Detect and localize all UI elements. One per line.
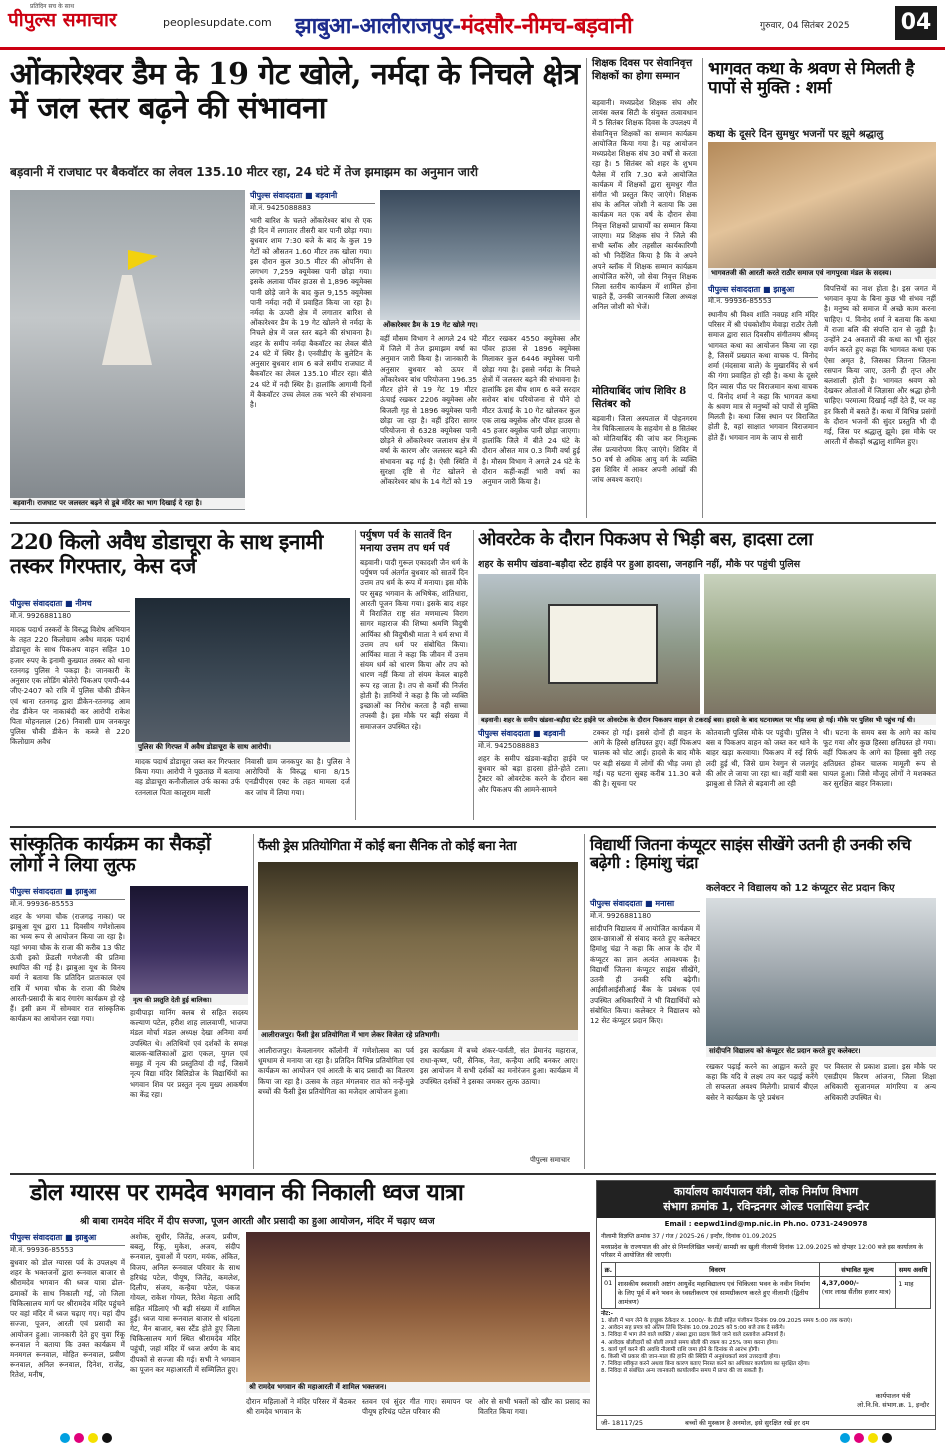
temple-shape	[102, 275, 152, 365]
column-divider	[253, 834, 254, 1169]
doda-byline: पीपुल्स संवाददाता ■ नीमच	[10, 598, 130, 612]
section-divider	[10, 522, 936, 524]
dam-column-3: मीटर रखकर 4550 क्यूमेक्स और पॉवर हाउस से 1896 क्यूमेक्स मिलाकर कुल 6446 क्यूमेक्स पानी छोड़ा गया है। इससे नर्मदा के निचले क्षेत्रों में जलस्तर बढ़ने की संभावना है। हालांकि इस बीच शाम 6 बजे सरदार सरोवर बांध परियोजना से पौने दो मीटर ऊंचाई के 10 गेट खोलकर कुल एक लाख क्यूसेक और पॉवर हाउस से 45 हजार क्यूसेक पानी छोड़ा जाएगा। हालांकि जिले में बीते 24 घंटे के दौरान औसत मात्र 0.3 मिमी वर्षा हुई है। मौसम विभाग ने अगले 24 घंटे के दौरान कहीं-कहीं भारी वर्षा का अनुमान जारी किया है।	[482, 334, 580, 487]
bhagwat-subhead: कथा के दूसरे दिन सुमधुर भजनों पर झूमे श्रद्धालु	[708, 129, 884, 140]
bhagwat-byline: पीपुल्स संवाददाता ■ झाबुआ	[708, 284, 818, 298]
region-title-part1: झाबुआ-आलीराजपुर-	[295, 13, 461, 39]
dhwaj-subhead: श्री बाबा रामदेव मंदिर में दीप सज्जा, पूजन आरती और प्रसादी का हुआ आयोजन, मंदिर में चढ़ाए ध्वज	[80, 1216, 435, 1227]
notice-th-date: समय अवधि	[896, 1262, 931, 1276]
doda-photo-caption: पुलिस की गिरफ्त में अवैध डोडाचूरा के साथ आरोपी।	[135, 742, 350, 753]
notice-th-desc: विवरण	[615, 1262, 819, 1276]
dhwaj-column-2: अशोक, सुधीर, जितेंद्र, अजय, प्रवीण, बबलू, रिंकू, मुकेश, अजय, संदीप रूनवाल, युवाओं में पराग, मयंक, अंकित, विजय, अनिल रूनवाल परिवार के साथ हरिचंद्र पटेल, पीयूष, जितेंद्र, कमलेश, दिलीप, संजय, कन्हैया पटेल, पंकज गोयल, राकेश गोयल, रितेश मेहता आदि सहित मंडिलाएं भी बड़ी संख्या में शामिल हुईं। ध्वज यात्रा रूनवाल बाजार से थांदला गेट, मैन बाजार, बस स्टैंड होते हुए जिला चिकित्सालय मार्ग स्थित श्रीरामदेव मंदिर पहुंची, जहां मंदिर में ध्वज अर्पण के बाद दीपकों से सज्जा की गई। सभी ने भगवान का पूजन कर महाआरती में सम्मिलित हुए।	[130, 1232, 240, 1374]
masthead	[0, 0, 945, 50]
dhwaj-mobile: मो.नं. 99936-85553	[10, 1246, 74, 1254]
notice-note: 8. निविदा से संबंधित अन्य जानकारी कार्यालयीन समय में प्राप्त की जा सकती है।	[601, 1368, 764, 1375]
notice-footer	[597, 1415, 935, 1429]
notice-note: 6. किसी भी प्रकार की जान-माल की हानि की स्थिति में अनुबंधकर्ता स्वयं उत्तरदायी होगा।	[601, 1353, 781, 1360]
dam-column-1: भारी बारिश के चलते ओंकारेश्वर बांध से एक ही दिन में लगातार तीसरी बार पानी छोड़ा गया। बुधवार शाम 7:30 बजे के बाद के कुल 19 गेटों को औसतन 1.60 मीटर तक खोला गया। इस दौरान कुल 30.5 मीटर की ओपनिंग से लगभग 7,259 क्यूमेक्स पानी छोड़ा गया। इसके अलावा पॉवर हाउस से 1,896 क्यूमेक्स पानी छोड़े जाने के बाद कुल 9,155 क्यूमेक्स पानी नर्मदा नदी में प्रवाहित किया जा रहा है। नर्मदा के ऊपरी क्षेत्र में लगातार बारिश से ओंकारेश्वर डैम के 19 गेट खोलने से नर्मदा के निचले क्षेत्र में जल स्तर बढ़ने की संभावना है। शहर के समीप नर्मदा बैकवॉटर का लेवल बीते 24 घंटे में स्थिर है। एनवीडीए के बुलेटिन के अनुसार बुधवार शाम 6 बजे समीप राजघाट में बैकवॉटर का लेवल 135.10 मीटर रहा। बीते 24 घंटे में नदी स्थिर है। हालांकि आगामी दिनों में बैकवॉटर उच्च लेवल तक भरने की संभावना है।	[250, 216, 372, 409]
bhagwat-column-2: विपत्तियों का नाश होता है। इस जगत में भगवान कृपा के बिना कुछ भी संभव नहीं है। मनुष्य को समाज में अच्छे काम करना चाहिए। पं. विनोद शर्मा ने बताया कि कथा में राजा बलि की संपत्ति दान से जुड़ी है। उन्होंने 24 अवतारों की कथा का भी सुंदर वर्णन करते हुए कहा कि भागवत कथा एक ऐसा अमृत है, जिसका जितना जितना रसपान किया जाए, उतनी ही तृप्त और बलशाली होती है। भागवत श्रवण को देखकर ओताओं में जिज्ञासा और श्रद्धा होनी चाहिए। परमात्मा दिखाई नहीं देते हैं, पर वह हर किसी में बसते हैं। कथा में विभिन्न प्रसंगों के दौरान भजनों की सुंदर प्रस्तुति भी दी गई, जिस पर श्रद्धालु झूमे। इस मौके पर आरती में सैकड़ों श्रद्धालु शामिल हुए।	[824, 284, 936, 447]
notice-sign-2: लो.नि.वि. संभाग.क्र. 1, इन्दौर	[857, 1401, 929, 1409]
newspaper-logo: पीपुल्स समाचार	[8, 9, 117, 31]
website-link[interactable]: peoplesupdate.com	[163, 16, 272, 29]
cultural-body: शहर के भगवा चौक (राजगढ़ नाका) पर झाबुआ यूथ द्वारा 11 दिवसीय गणेशोत्सव का भव्य रूप से आयोजन किया जा रहा है। यहां भगवा चौक के राजा की करीब 13 फीट ऊंची इको फ्रेंडली गणेशजी की प्रतिमा स्थापित की गई है। झाबुआ यूथ के विनय वर्मा ने बताया कि प्रतिदिन प्रातःकाल एवं रात्रि में भगवा चौक के राजा की विशेष आरती-प्रसादी के बाद रंगारंग कार्यक्रम हो रहे हैं। इसी क्रम में सोमवार रात सांस्कृतिक कार्यक्रम का आयोजन रखा गया।	[10, 912, 125, 1024]
dhwaj-photo	[246, 1232, 590, 1382]
bus-column-2: टक्कर हो गई। इससे दोनों ही वाहन के आगे के हिस्से क्षतिग्रस्त हुए। वहीं पिकअप चालक को चोट आई। हादसे के बाद मौके पर बड़ी संख्या में लोगों की भीड़ जमा हो गई। यह घटना सुबह करीब 11.30 बजे की है। सूचना पर	[593, 728, 701, 789]
dhwaj-byline: पीपुल्स संवाददाता ■ झाबुआ	[10, 1232, 125, 1246]
pwd-auction-notice	[596, 1180, 936, 1430]
notice-note: 1. बोली में भाग लेने के इच्छुक ठेकेदार रु. 1000/- के डीडी सहित पंजीयन दिनांक 09.09.2025 समय 5:00 तक कराएं।	[601, 1318, 853, 1325]
column-divider	[473, 530, 474, 820]
bus-photo-caption: बड़वानी। शहर के समीप खंडवा-बड़ौदा स्टेट हाईवे पर ओवरटेक के दौरान पिकअप वाहन से टकराई बस। हादसे के बाद घटनास्थल पर भीड़ जमा हो गई। मौके पर पुलिस भी पहुंच गई थी।	[478, 714, 936, 725]
computer-byline: पीपुल्स संवाददाता ■ मनासा	[590, 898, 700, 912]
region-title-part2: मंदसौर-नीमच-बड़वानी	[460, 13, 633, 39]
column-divider	[584, 834, 585, 1169]
fancy-photo	[258, 862, 578, 1030]
notice-notes-title: नोट:-	[601, 1310, 613, 1317]
cultural-byline: पीपुल्स संवाददाता ■ झाबुआ	[10, 886, 125, 900]
notice-slogan: बच्चों की मुस्कान है अनमोल, इसे सुरक्षित रखें हर दम	[685, 1419, 810, 1427]
notice-intro: मध्यप्रदेश के राज्यपाल की ओर से निम्नलिखित भवनों/ सामग्री का खुली नीलामी दिनांक 12.09.2025 को दोपहर 12:00 बजे इस कार्यालय के परिसर में आयोजित की जाएगी।	[601, 1243, 924, 1259]
page-number: 04	[895, 6, 937, 40]
dam-mobile: मो.नं. 9425088883	[250, 204, 312, 212]
notice-notes	[597, 1309, 935, 1377]
dhwaj-photo-caption: श्री रामदेव भगवान की महाआरती में शामिल भक्तजन।	[246, 1382, 590, 1393]
paryushan-body: बड़वानी। पादी गुरूल एकादशी जैन धर्म के पर्युषण पर्व अंतर्गत बुधवार को सातवें दिन उत्तम तप धर्म के रूप में मनाया। इस मौके पर सुबह भगवान के अभिषेक, शांतिधारा, आरती पूजन किया गया। इसके बाद शहर में विराजित राष्ट्र संत मणमाल्य विराग सागर महाराज की शिष्या श्रमणि विदुषी आर्यिका श्री विदुषीश्री माता ने धर्म सभा में उत्तम तप धर्म पर संबोधित किया। आर्यिका माता ने कहा कि जीवन में उत्तम संयम धर्म को धारण किया और तप को धारण नहीं किया तो संयम केवल बाहरी रूप रह जाता है। तप से कर्मों की निर्जरा होती है। ज्ञानियों ने कहा है कि जो व्यक्ति इच्छाओं का निरोध करता है वही सच्चा तपस्वी है। इस मौके पर बड़ी संख्या में समाजजन उपस्थित रहे।	[360, 558, 468, 731]
dam-photo-gates	[380, 190, 580, 320]
fancy-body: आलीराजपुर। केवलानगर कॉलोनी में गणेशोत्सव का पर्व धूमधाम से मनाया जा रहा है। प्रतिदिन विभिन्न प्रतियोगिता एवं कार्यक्रम का आयोजन एवं आरती के बाद प्रसादी का वितरण किया जा रहा है। उत्सव के तहत मंगलवार रात को नन्हें-मुन्ने बच्चों की फैंसी ड्रेस प्रतियोगिता का मजेदार आयोजन हुआ।	[258, 1046, 414, 1096]
notice-header	[597, 1181, 935, 1218]
dam-photo2-caption: ओंकारेश्वर डैम के 19 गेट खोले गए।	[380, 320, 580, 331]
teachers-body: बड़वानी। मध्यप्रदेश शिक्षक संघ और लायंस क्लब सिटी के संयुक्त तत्वावधान में 5 सितंबर शिक्षक दिवस के उपलक्ष्य में सेवानिवृत्त शिक्षकों का सम्मान कार्यक्रम आयोजित किया गया है। यह आयोजन मध्यप्रदेश शिक्षक संघ 30 वर्षों से करता रहा है। 5 सितंबर को शहर के शुभम पैलेस में रात्रि 7.30 बजे आयोजित कार्यक्रम में शिक्षकों द्वारा सुमधुर गीत संगीत भी प्रस्तुत किए जाएंगे। शिक्षक संघ के अनिल जोशी ने बताया कि उस कार्यक्रम मत एक वर्ष के दौरान सेवा निवृत्त शिक्षकों प्राचार्यों का सम्मान किया जाएगा। मप्र शिक्षक संघ ने जिले की सभी ब्लॉक और तहसील कार्यकारिणी को भी निर्देशित किया है कि वे अपने अपने ब्लॉक में शिक्षक सम्मान कार्यक्रम आयोजित करेंगे, जो सेवा निवृत्त शिक्षक जिला स्तरीय कार्यक्रम में शामिल होना चाहते हैं, उनकी जानकारी जिला अध्यक्ष अनिल जोशी को भेजें।	[592, 98, 697, 312]
column-divider	[586, 58, 587, 518]
bhagwat-photo	[708, 142, 936, 270]
doda-body-3: निवासी ग्राम जनकपुर का है। पुलिस ने आरोपियों के विरुद्ध थाना 8/15 एनडीपीएस एक्ट के तहत मामला दर्ज कर जांच में लिया गया।	[245, 757, 350, 797]
cultural-photo	[130, 886, 248, 996]
paryushan-headline: पर्युषण पर्व के सातवें दिन मनाया उत्तम तप धर्म पर्व	[360, 530, 452, 554]
notice-sign-1: कार्यपालन यंत्री	[875, 1392, 911, 1400]
dam-subhead: बड़वानी में राजघाट पर बैकवॉटर का लेवल 135.10 मीटर रहा, 24 घंटे में तेज झमाझम का अनुमान जारी	[10, 165, 478, 179]
notice-note: 5. कार्य पूर्ण करने की अवधि नीलामी राशि जमा होने के दिनांक से आरंभ होगी।	[601, 1346, 760, 1353]
notice-title-2: संभाग क्रमांक 1, रविन्द्रनगर ओल्ड पलासिया इन्दौर	[663, 1200, 869, 1214]
notice-signature	[857, 1391, 929, 1409]
notice-note: 7. निविदा स्वीकृत करने अथवा बिना कारण बताए निरस्त करने का अधिकार कार्यालय का सुरक्षित रहेगा।	[601, 1361, 810, 1367]
table-row	[602, 1276, 931, 1308]
notice-row-value	[819, 1276, 896, 1308]
fancy-photo-caption: आलीराजपुर। फैंसी ड्रेस प्रतियोगिता में भाग लेकर विजेता रहे प्रतिभागी।	[258, 1030, 578, 1041]
notice-row-value-words: (चार लाख सैंतीस हजार मात्र)	[821, 1287, 891, 1296]
notice-th-value: संभावित मूल्य	[819, 1262, 896, 1276]
section-divider	[10, 1173, 936, 1175]
dam-byline: पीपुल्स संवाददाता ■ बड़वानी	[250, 190, 375, 204]
notice-number: नीलामी विज्ञप्ति क्रमांक 37 / गंज / 2025-26 / इन्दौर, दिनांक 01.09.2025	[601, 1232, 777, 1240]
fancy-body-2: इस कार्यक्रम में बच्चे शंकर-पार्वती, संत प्रेमानंद महाराज, राधा-कृष्ण, परी, सैनिक, नेता, कन्हैया आदि बनकर आए। इस आयोजन में सभी दर्शकों का मनोरंजन हुआ। कार्यक्रम में उपस्थित दर्शकों ने इसका जमकर लुत्फ उठाया।	[420, 1046, 578, 1086]
notice-row-sno: 01	[602, 1276, 616, 1308]
bhagwat-column-1: स्थानीय श्री विश्व शांति नवग्रह शनि मंदिर परिसर में श्री पंचकोशीय मेवाड़ा राठौर तेली समाज द्वारा सात दिवसीय संगीतमय श्रीमद् भागवत कथा का आयोजन किया जा रहा है, जिसमें प्रख्यात कथा वाचक पं. विनोद शर्मा (मंदसावा वाले) के मुखारविंद से धर्म की गंगा प्रवाहित हो रही है। कथा के दूसरे दिन व्यास पीठ पर विराजमान कथा वाचक पं. विनोद शर्मा ने कहा कि भागवत कथा के श्रवण मात्र से मनुष्यों को पापों से मुक्ति मिलती है। कथा जिस स्थान पर विराजित होती है, वहां साक्षात भगवान विराजमान होते हैं। भगवान नाम के जाप से सारी	[708, 310, 818, 442]
bus-photo-2	[704, 574, 936, 714]
notice-row-date: 1 माह	[896, 1276, 931, 1308]
notice-title-1: कार्यालय कार्यपालन यंत्री, लोक निर्माण विभाग	[673, 1185, 859, 1198]
registration-mark-yellow	[88, 1433, 98, 1443]
section-divider	[10, 826, 936, 828]
column-divider	[702, 58, 703, 518]
region-title	[295, 10, 632, 40]
dhwaj-column-5: ओर से सभी भक्तों को खीर का प्रसाद का वितरित किया गया।	[478, 1397, 590, 1417]
dhwaj-column-4: स्तवन एवं सुंदर गीत गाए। समापन पर पीयूष हरिचंद्र पटेल परिवार की	[362, 1397, 472, 1417]
bus-column-4: थी। घटना के समय बस के आगे का कांच फूट गया और कुछ हिस्सा क्षतिग्रस्त हो गया। वहीं पिकअप के आगे का हिस्सा बुरी तरह क्षतिग्रस्त होकर चालक मामूली रूप से घायल हुआ। जिसे मौजूद लोगों ने मशक्कत कर सुरक्षित बाहर निकाला।	[823, 728, 936, 789]
bus-column-1: शहर के समीप खंडवा-बड़ौदा हाईवे पर बुधवार को बड़ा हादसा होते-होते टला। ट्रैक्टर को ओवरटेक करने के दौरान बस और पिकअप की आमने-सामने	[478, 754, 588, 794]
dhwaj-column-3: दौरान महिलाओं ने मंदिर परिसर में बैठकर श्री रामदेव भगवान के	[246, 1397, 356, 1417]
computer-photo	[706, 898, 936, 1046]
dateline: गुरुवार, 04 सितंबर 2025	[760, 21, 850, 31]
registration-mark-magenta	[854, 1433, 864, 1443]
computer-subhead: कलेक्टर ने विद्यालय को 12 कंप्यूटर सेट प्रदान किए	[706, 883, 895, 894]
registration-mark-cyan	[60, 1433, 70, 1443]
notice-note: 2. आवेदन सह प्रपत्र को अंतिम तिथि दिनांक 10.09.2025 को 5:00 बजे तक दे सकेंगे।	[601, 1325, 785, 1332]
registration-mark-black	[102, 1433, 112, 1443]
computer-body: सांदीपनि विद्यालय में आयोजित कार्यक्रम में छात्र-छात्राओं से संवाद करते हुए कलेक्टर हिमांशु चंद्रा ने कहा कि आज के दौर में कंप्यूटर का ज्ञान अत्यंत आवश्यक है। विद्यार्थी जितना कंप्यूटर साइंस सीखेंगे, उतनी ही उनकी रुचि बढ़ेगी। आईसीआईसीआई बैंक के प्रबंधक एवं उपस्थित अधिकारियों ने भी विद्यार्थियों को संबोधित किया। कलेक्टर ने विद्यालय को 12 सेट कंप्यूटर प्रदान किए।	[590, 924, 700, 1025]
computer-photo-caption: सांदीपनि विद्यालय को कंप्यूटर सेट प्रदान करते हुए कलेक्टर।	[706, 1046, 936, 1057]
bhagwat-headline: भागवत कथा के श्रवण से मिलती है पापों से मुक्ति : शर्मा	[708, 59, 914, 99]
dhwaj-column-1: बुधवार को डोल ग्यारस पर्व के उपलक्ष्य में शहर के भक्तजनों द्वारा रूनवाल बाजार से श्रीरामदेव भगवान की ध्वज यात्रा ढोल-ढमाकों के साथ निकाली गई, जो जिला चिकित्सालय मार्ग पर श्रीरामदेव मंदिर पहुंचने पर वहां मंदिर में ध्वज चढ़ाए गए। यहां दीप सज्जा, पूजन, आरती एवं प्रसादी का आयोजन हुआ। जानकारी देते हुए युवा रिंकू रूनवाल ने बताया कि उक्त कार्यक्रम में मनमगल रूनवाल, मोहित रूनवाल, प्रवीण रूनवाल, अनिल रूनवाल, दिनेश, राजेंद्र, रितेश, मनीष,	[10, 1258, 125, 1380]
cultural-body-2: हायीपाड़ा मानिंग क्लब से सहित सदस्य कल्याण पटेल, हरीश शाह लालवाणी, भाजपा मंडल मोर्चा मंडल अध्यक्ष देखा अनिमा वर्मा उपस्थित थे। अतिथियों एवं दर्शकों के समक्ष बालक-बालिकाओं द्वारा एकल, युगल एवं समूह में नृत्य की प्रस्तुतियां दी गईं, जिसमें नृत्य विद्या मंदिर बिलिडोज के विद्यार्थियों का भगवान शिव पर प्रस्तुत नृत्य मुख्य आकर्षण का केंद्र रहा।	[130, 1008, 248, 1099]
bus-subhead: शहर के समीप खंडवा-बड़ौदा स्टेट हाईवे पर हुआ हादसा, जनहानि नहीं, मौके पर पहुंची पुलिस	[478, 559, 801, 570]
dhwaj-headline: डोल ग्यारस पर रामदेव भगवान की निकाली ध्वज यात्रा	[30, 1179, 464, 1206]
bus-photo-1	[478, 574, 700, 714]
bhagwat-mobile: मो.नं. 99936-85553	[708, 297, 772, 305]
registration-mark-magenta	[74, 1433, 84, 1443]
bus-mobile: मो.नं. 9425088883	[478, 742, 540, 750]
bus-column-3: कोतवाली पुलिस मौके पर पहुंची। पुलिस ने बस व पिकअप वाहन को जब्त कर थाने के बाहर खड़ा करवाया। पिकअप में रुई सिर्फ लदी हुई थी, जिसे ग्राम रेवगुन से जलगूंद की ओर ले जाया जा रहा था। वहीं यात्री बस झाबुआ से जिले से बड़वानी आ रही	[706, 728, 818, 789]
notice-note: 3. निविदा में भाग लेने वाले व्यक्ति / संस्था द्वारा प्रदाय किये जाने वाले दस्तावेज अनिवार्य हैं।	[601, 1332, 786, 1339]
notice-row-value-amount: 4,37,000/-	[821, 1278, 859, 1287]
notice-th-sno: क्र.	[602, 1262, 616, 1276]
computer-headline: विद्यार्थी जितना कंप्यूटर साइंस सीखेंगे उतनी ही उनकी रुचि बढ़ेगी : हिमांशु चंद्रा	[590, 835, 911, 872]
computer-mobile: मो.नं. 9926881180	[590, 912, 652, 920]
flag-shape	[128, 250, 158, 270]
doda-photo	[135, 598, 350, 748]
doda-mobile: मो.नं. 9926881180	[10, 612, 72, 620]
bus-headline: ओवरटेक के दौरान पिकअप से भिड़ी बस, हादसा टला	[478, 529, 813, 550]
dam-photo-temple	[10, 190, 245, 510]
notice-code: जी- 18117/25	[601, 1419, 644, 1427]
doda-headline: 220 किलो अवैध डोडाचूरा के साथ इनामी तस्कर गिरफ्तार, केस दर्ज	[10, 529, 323, 578]
notice-note: 4. आवेदक बोलीदारों को बोली लगाते समय बोली की रकम का 25% जमा करना होगा।	[601, 1339, 778, 1346]
bhagwat-photo-caption: भागवतजी की आरती करते राठौर समाज एवं नागपुरवा मंडल के सदस्य।	[708, 268, 936, 279]
registration-mark-cyan	[840, 1433, 850, 1443]
notice-table	[601, 1262, 931, 1309]
doda-body-2: मादक पदार्थ डोडाचूरा जब्त कर गिरफ्तार किया गया। आरोपी ने पूछताछ में बताया वह डोडाचूरा कनौजीलाल उर्फ काका उर्फ रतनलाल पिता कालूराम माली	[135, 757, 240, 797]
bus-byline: पीपुल्स संवाददाता ■ बड़वानी	[478, 728, 588, 742]
dam-column-2: वहीं मौसम विभाग ने आगले 24 घंटे में जिले में तेज झमाझम वर्षा का अनुमान जारी किया है। जानकारी के अनुसार बुधवार को ऊपर में ओंकारेश्वर बांध परियोजना 196.35 मीटर होने से 19 गेट 19 मीटर ऊंचाई रखकर 2206 क्यूमेक्स और बिजली गृह से 1896 क्यूमेक्स पानी छोड़ा जा रहा है। वहीं इंदिरा सागर परियोजना से 6328 क्यूमेक्स पानी छोड़ने से ओंकारेश्वर जलाशय क्षेत्र में वर्षा के कारण और जलस्तर बढ़ने की संभावना बढ़ गई है। ऐसी स्थिति में सुरक्षा दृष्टि से गेट खोलने से ओंकारेश्वर बांध के 14 गेटों को 19	[380, 334, 477, 487]
column-divider	[355, 530, 356, 820]
notice-row-desc: शासकीय स्वशासी अष्टांग आयुर्वेद महाविद्यालय एवं चिकित्सा भवन के नवीन निर्माण के लिए पूर्व में बने भवन के ध्वस्तीकरण एवं सामग्रीकरण करते हुए नीलामी (द्वितीय आमंत्रण)	[615, 1276, 819, 1308]
teachers-headline: शिक्षक दिवस पर सेवानिवृत्त शिक्षकों का होगा सम्मान	[592, 58, 693, 82]
registration-mark-yellow	[868, 1433, 878, 1443]
notice-contact: Email : eepwd1ind@mp.nic.in Ph.no. 0731-2490978	[664, 1219, 868, 1228]
eye-camp-body: बड़वानी। जिला अस्पताल में पोहनगरम नेत्र चिकित्सालय के सहयोग से 8 सितंबर को मोतियाबिंद की जांच कर निःशुल्क लेंस प्रत्यारोपण किए जाएंगे। शिविर में 50 वर्ष से अधिक आयु वर्ग के व्यक्ति इस शिविर में आकर अपनी आंखों की जांच अवश्य कराएं।	[592, 414, 697, 485]
dam-headline: ओंकारेश्वर डैम के 19 गेट खोले, नर्मदा के निचले क्षेत्र में जल स्तर बढ़ने की संभावना	[10, 57, 580, 126]
bus-shape	[548, 604, 658, 684]
dam-photo1-caption: बड़वानी। राजघाट पर जलस्तर बढ़ने से डूबे मंदिर का भाग दिखाई दे रहा है।	[10, 498, 245, 509]
fancy-credit: पीपुल्स समाचार	[530, 1156, 570, 1164]
eye-camp-headline: मोतियाबिंद जांच शिविर 8 सितंबर को	[592, 386, 687, 410]
cultural-headline: सांस्कृतिक कार्यक्रम का सैकड़ों लोगों ने लिया लुत्फ	[10, 833, 211, 877]
doda-body: मादक पदार्थ तस्करों के विरुद्ध विशेष अभियान के तहत 220 किलोग्राम अवैध मादक पदार्थ डोडाचूरा के साथ पिकअप वाहन सहित 10 हजार रुपए के इनामी कुख्यात तस्कर को थाना रतनगढ़ पुलिस ने पकड़ा है। जानकारी के अनुसार एक लोडिंग बोलेरो पिकअप एमपी-44 जीए-2407 को रात्रि में पुलिस चौकी डीकेन एवं थाना रतनगढ़ द्वारा डीकेन-रतनगढ़ आम रोड डीकेन पर नाकाबंदी कर आरोपी राकेश पिता मोहनलाल (26) निवासी ग्राम जनकपुर पुलिस चौकी डीकेन के कब्जे से 220 किलोग्राम अवैध	[10, 625, 130, 747]
cultural-photo-caption: नृत्य की प्रस्तुति देती हुई बालिका।	[130, 994, 248, 1005]
computer-body-3: पर विस्तार से प्रकाश डाला। इस मौके पर एसडीएम किरण आंजना, जिला शिक्षा अधिकारी सुजानमल मांगरिया व अन्य अधिकारी उपस्थित थे।	[824, 1062, 936, 1102]
cultural-mobile: मो.नं. 99936-85553	[10, 900, 74, 908]
fancy-headline: फैंसी ड्रेस प्रतियोगिता में कोई बना सैनिक तो कोई बना नेता	[258, 839, 517, 854]
logo-tagline: प्रतिदिन सच के साथ	[30, 3, 75, 10]
computer-body-2: रखकर पढ़ाई करने का आह्वान करते हुए कहा कि यदि वे लक्ष्य तय कर पढ़ाई करेंगे तो सफलता अवश्य मिलेगी। प्राचार्य बीएल बसेर ने कार्यक्रम के पूरे प्रबंधन	[706, 1062, 818, 1102]
registration-mark-black	[882, 1433, 892, 1443]
